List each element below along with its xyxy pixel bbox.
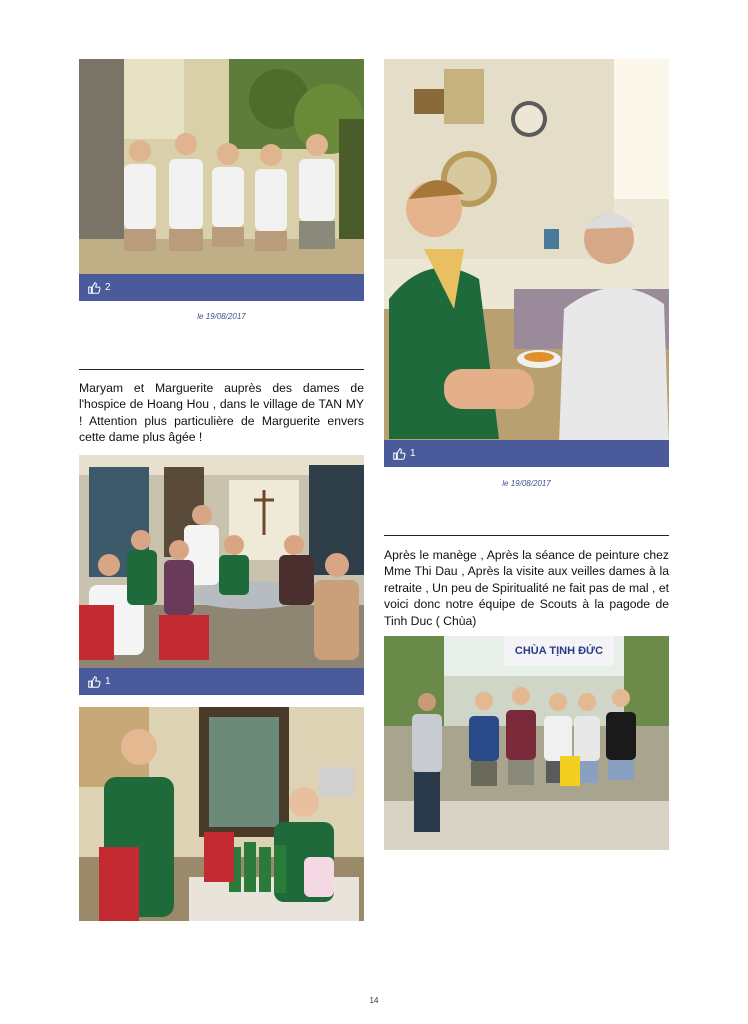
photo-group-pagoda xyxy=(384,636,669,850)
photo-scouts-drinks xyxy=(79,707,364,921)
like-bar[interactable] xyxy=(384,440,669,467)
photo-hospice-table xyxy=(79,455,364,668)
caption-pagoda: Après le manège , Après la séance de peinture chez Mme Thi Dau , Après la visite aux veilles dames à la retraite , Un peu de Spiritualité ne fait pas de mal , et voici donc notre équipe de Scouts à la pagode de Tinh Duc ( Chùa) xyxy=(384,548,669,628)
pagoda-sign: CHÙA TỊNH ĐỨC xyxy=(514,645,604,657)
page-number: 14 xyxy=(369,996,379,1005)
post-date: le 19/08/2017 xyxy=(502,479,551,488)
post-date: le 19/08/2017 xyxy=(197,312,246,321)
photo-group-alley xyxy=(79,59,364,274)
like-count: 2 xyxy=(105,282,111,293)
photo-scout-elderly-lady xyxy=(384,59,669,440)
caption-hospice: Maryam et Marguerite auprès des dames de l'hospice de Hoang Hou , dans le village de TAN MY ! Attention plus particulière de Marguerite envers cette dame plus âgée ! xyxy=(79,381,364,445)
thumbs-up-icon[interactable] xyxy=(87,675,101,689)
divider xyxy=(384,535,669,536)
like-count: 1 xyxy=(410,448,416,459)
thumbs-up-icon[interactable] xyxy=(392,447,406,461)
like-bar[interactable] xyxy=(79,668,364,695)
like-count: 1 xyxy=(105,676,111,687)
divider xyxy=(79,369,364,370)
like-bar[interactable] xyxy=(79,274,364,301)
thumbs-up-icon[interactable] xyxy=(87,281,101,295)
